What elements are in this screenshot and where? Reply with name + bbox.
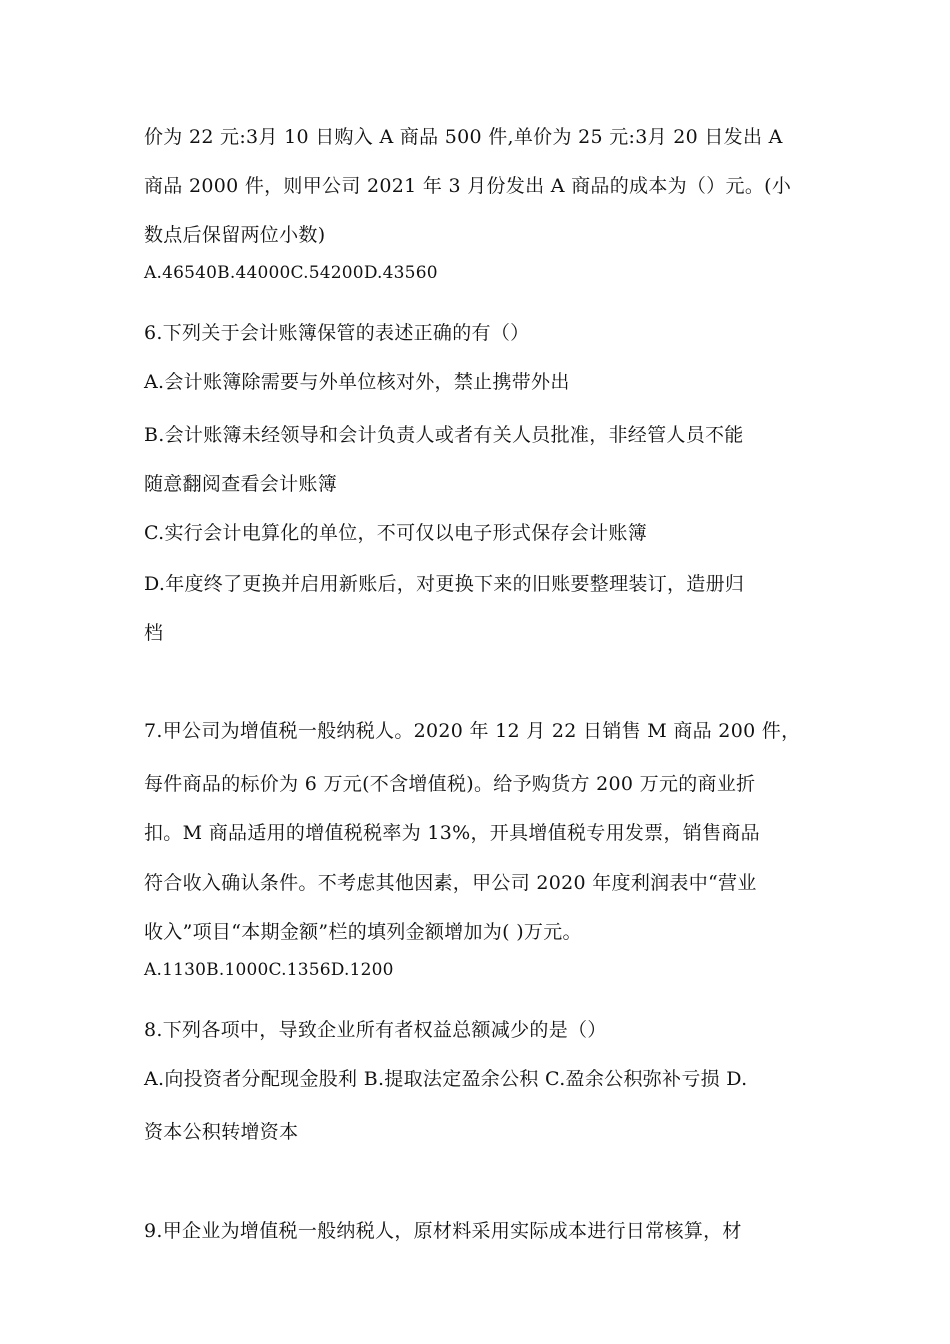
q7-text-line-3: 扣。M 商品适用的增值税税率为 13%，开具增值税专用发票，销售商品	[144, 822, 760, 844]
q9-text-line-1: 9.甲企业为增值税一般纳税人，原材料采用实际成本进行日常核算，材	[144, 1220, 742, 1242]
q6-option-b-line-1: B.会计账簿未经领导和会计负责人或者有关人员批准，非经管人员不能	[144, 424, 744, 446]
q7-options: A.1130B.1000C.1356D.1200	[144, 960, 394, 980]
q8-options-line-1: A.向投资者分配现金股利 B.提取法定盈余公积 C.盈余公积弥补亏损 D.	[144, 1068, 748, 1090]
q7-text-line-2: 每件商品的标价为 6 万元(不含增值税)。给予购货方 200 万元的商业折	[144, 773, 756, 795]
q6-option-d-line-2: 档	[144, 622, 164, 644]
q6-option-a: A.会计账簿除需要与外单位核对外，禁止携带外出	[144, 371, 570, 393]
q7-text-line-4: 符合收入确认条件。不考虑其他因素，甲公司 2020 年度利润表中“营业	[144, 872, 757, 894]
q6-option-d-line-1: D.年度终了更换并启用新账后，对更换下来的旧账要整理装订，造册归	[144, 573, 745, 595]
q6-option-c: C.实行会计电算化的单位，不可仅以电子形式保存会计账簿	[144, 522, 648, 544]
q6-stem: 6.下列关于会计账簿保管的表述正确的有（）	[144, 322, 530, 344]
q6-option-b-line-2: 随意翻阅查看会计账簿	[144, 473, 338, 495]
q5-text-line-2: 商品 2000 件，则甲公司 2021 年 3 月份发出 A 商品的成本为（）元。(小	[144, 175, 792, 197]
q7-text-line-5: 收入”项目“本期金额”栏的填列金额增加为( )万元。	[144, 921, 582, 943]
q5-options: A.46540B.44000C.54200D.43560	[144, 263, 438, 283]
q8-options-line-2: 资本公积转增资本	[144, 1121, 299, 1143]
q8-stem: 8.下列各项中，导致企业所有者权益总额减少的是（）	[144, 1019, 607, 1041]
q7-text-line-1: 7.甲公司为增值税一般纳税人。2020 年 12 月 22 日销售 M 商品 200 件，	[144, 720, 801, 742]
q5-text-line-1: 价为 22 元:3月 10 日购入 A 商品 500 件,单价为 25 元:3月 20 日发出 A	[144, 126, 783, 148]
q5-text-line-3: 数点后保留两位小数)	[144, 224, 326, 246]
